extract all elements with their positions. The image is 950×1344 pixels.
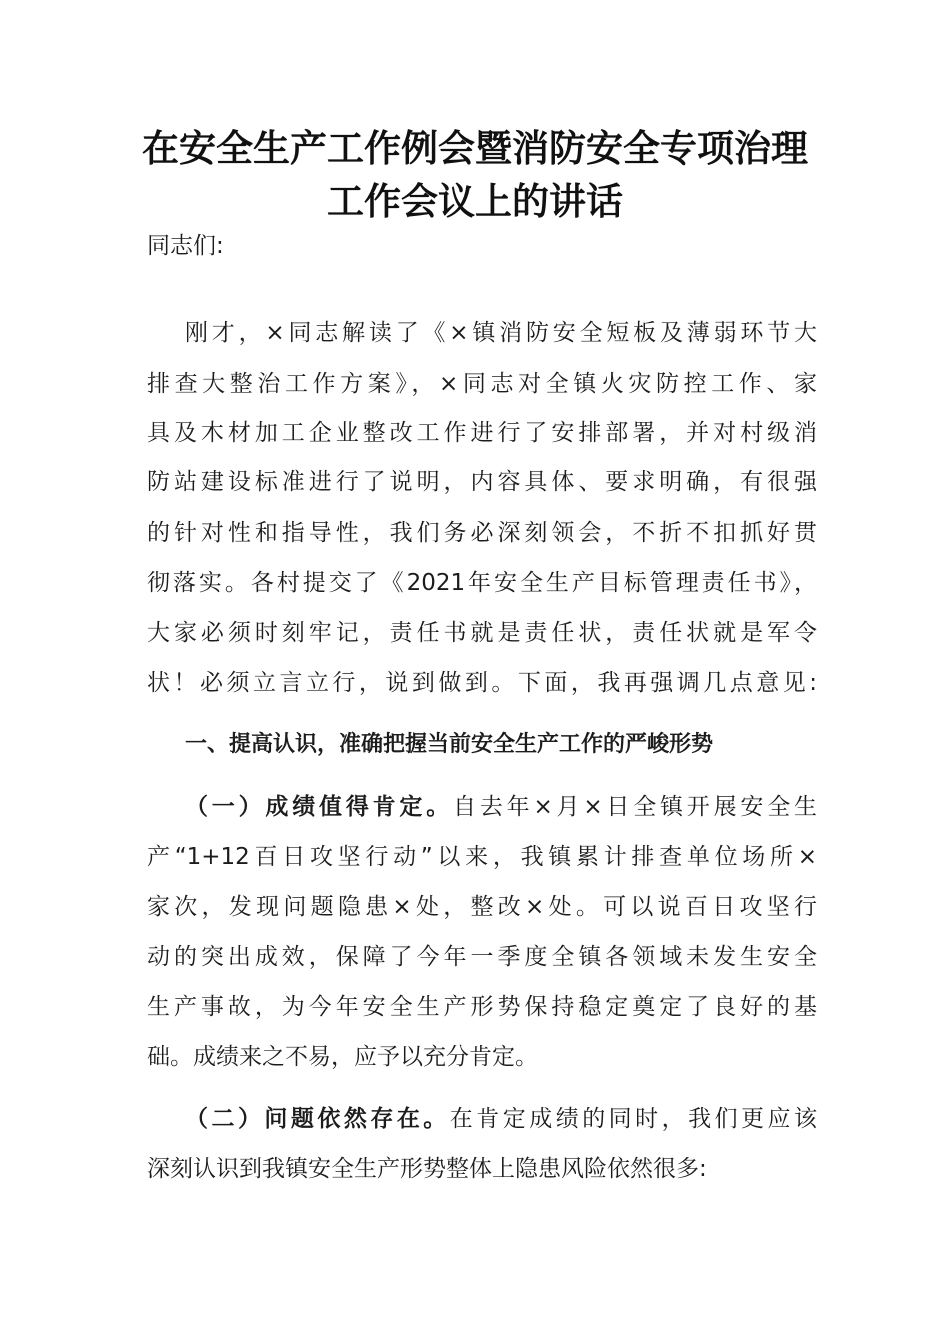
subsection-label: （一）成绩值得肯定。 bbox=[185, 794, 454, 820]
paragraph-line: 具及木材加工企业整改工作进行了安排部署，并对村级消 bbox=[147, 420, 817, 446]
section-heading: 一、提高认识，准确把握当前安全生产工作的严峻形势 bbox=[185, 732, 714, 757]
subsection-text: 自去年×月×日全镇开展安全生 bbox=[453, 794, 818, 820]
paragraph-line: 防站建设标准进行了说明，内容具体、要求明确，有很强 bbox=[147, 469, 817, 495]
paragraph-line: 大家必须时刻牢记，责任书就是责任状，责任状就是军令 bbox=[147, 620, 817, 646]
paragraph-line: 产“1+12百日攻坚行动”以来，我镇累计排查单位场所× bbox=[147, 844, 817, 870]
paragraph-line: 刚才，×同志解读了《×镇消防安全短板及薄弱环节大 bbox=[185, 320, 817, 346]
paragraph-line: 排查大整治工作方案》，×同志对全镇火灾防控工作、家 bbox=[147, 371, 817, 397]
subsection-first-line bbox=[185, 790, 817, 824]
paragraph-line: 彻落实。各村提交了《2021年安全生产目标管理责任书》， bbox=[147, 570, 817, 596]
paragraph-line: 动的突出成效，保障了今年一季度全镇各领域未发生安全 bbox=[147, 944, 817, 970]
subsection-label: （二）问题依然存在。 bbox=[185, 1106, 450, 1132]
paragraph-line: 础。成绩来之不易，应予以充分肯定。 bbox=[147, 1044, 538, 1070]
paragraph-line: 的针对性和指导性，我们务必深刻领会，不折不扣抓好贯 bbox=[147, 520, 817, 546]
salutation: 同志们: bbox=[147, 233, 224, 259]
subsection-text: 在肯定成绩的同时，我们更应该 bbox=[449, 1106, 818, 1132]
paragraph-line: 家次，发现问题隐患×处，整改×处。可以说百日攻坚行 bbox=[147, 894, 817, 920]
document-title-line-2: 工作会议上的讲话 bbox=[327, 179, 623, 223]
subsection-first-line bbox=[185, 1102, 817, 1136]
paragraph-line: 状！必须立言立行，说到做到。下面，我再强调几点意见: bbox=[147, 670, 817, 696]
paragraph-line: 深刻认识到我镇安全生产形势整体上隐患风险依然很多: bbox=[147, 1156, 707, 1182]
document-title-line-1: 在安全生产工作例会暨消防安全专项治理 bbox=[142, 126, 808, 170]
paragraph-line: 生产事故，为今年安全生产形势保持稳定奠定了良好的基 bbox=[147, 994, 817, 1020]
